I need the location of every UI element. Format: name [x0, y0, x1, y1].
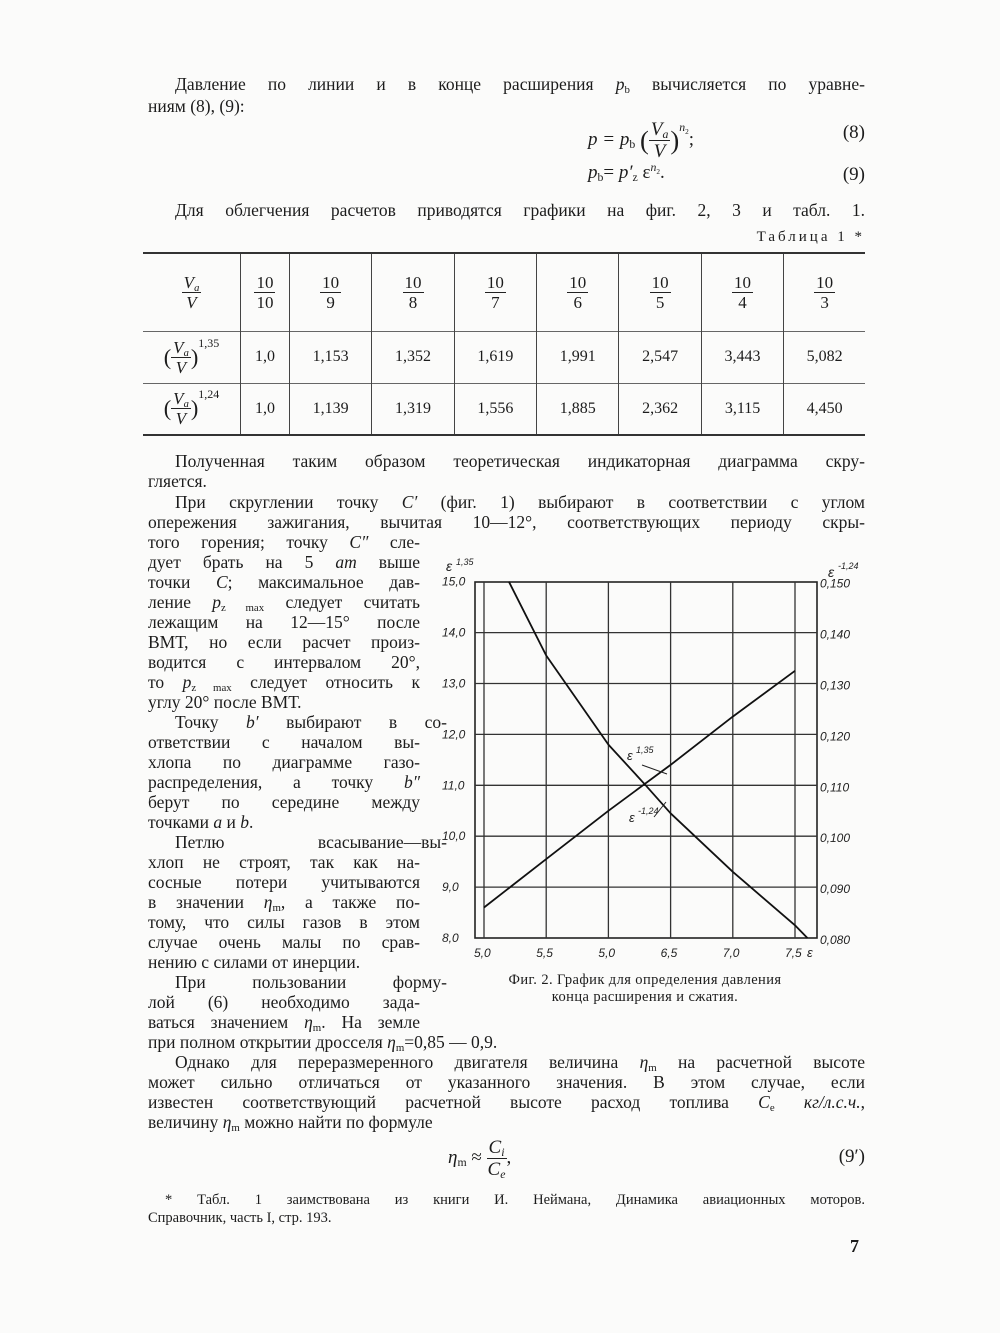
- text-line: [148, 471, 865, 491]
- left-tick-label: 14,0: [442, 625, 466, 640]
- text-segment: Петлю всасывание—вы-: [175, 832, 447, 852]
- text-segment: точки: [148, 572, 216, 592]
- x-axis-label: ε: [807, 945, 813, 960]
- numerator: [732, 274, 753, 293]
- math-symbol: am: [335, 552, 357, 572]
- text-segment: При пользовании форму-: [175, 972, 447, 992]
- math-symbol: C″: [349, 532, 369, 552]
- series-line-1: [509, 582, 808, 938]
- x-tick-label: 7,0: [722, 946, 740, 960]
- numerator-symbol: V: [173, 337, 184, 357]
- right-tick-label: 0,140: [820, 627, 851, 642]
- numerator: [650, 274, 671, 293]
- text-line: [148, 652, 420, 672]
- text-line: [148, 772, 420, 792]
- math-symbol: η: [222, 1112, 232, 1132]
- text-line: [148, 792, 420, 812]
- figure-2-chart: [420, 555, 860, 965]
- left-tick-label: 15,0: [442, 574, 466, 589]
- eq-sub: m: [457, 1155, 467, 1169]
- table-cell: 5,082: [784, 331, 865, 383]
- math-subscript: m: [231, 1122, 240, 1134]
- numerator-value: 10: [256, 272, 274, 292]
- denominator-sub: e: [500, 1168, 506, 1181]
- numerator-value: 10: [816, 272, 834, 292]
- equation-number: (9): [842, 164, 865, 185]
- text-line: [148, 1191, 865, 1209]
- denominator: [403, 293, 424, 311]
- denominator: [650, 293, 671, 311]
- fraction: [254, 274, 275, 311]
- equation-9: [148, 160, 865, 192]
- table-cell: 1,319: [372, 383, 454, 435]
- numerator: V: [650, 119, 663, 140]
- eq-lhs: η: [448, 1146, 458, 1168]
- text-segment: нению с силами от инерции.: [148, 952, 361, 972]
- table-row: [143, 331, 865, 383]
- math-subscript: z max: [221, 602, 265, 614]
- footnote: [148, 1191, 865, 1227]
- text-segment: при полном открытии дросселя: [148, 1032, 388, 1052]
- text-segment: берут по середине между: [148, 792, 420, 812]
- fraction: [182, 274, 202, 311]
- text-segment: известен соответствующий расчетной высоте расход топлива: [148, 1092, 759, 1112]
- text-segment: =0,85 — 0,9.: [404, 1032, 498, 1052]
- table-cell: 2,547: [619, 331, 701, 383]
- text-segment: того горения; точку: [148, 532, 350, 552]
- eq-sub: b: [597, 171, 604, 184]
- figure-caption-line-1: Фиг. 2. График для определения давления: [508, 972, 782, 988]
- text-line: [148, 73, 865, 95]
- right-tick-label: 0,110: [820, 780, 850, 795]
- denominator-value: 4: [738, 292, 747, 312]
- series-label-eps124: ε: [629, 810, 635, 825]
- text-segment: (фиг. 1) выбирают в соответствии с углом: [417, 492, 865, 512]
- header-cell: [619, 253, 701, 331]
- text-segment: , а также по-: [280, 892, 420, 912]
- fraction: [487, 1138, 507, 1179]
- header-cell: [784, 253, 865, 331]
- table-cell: 3,115: [701, 383, 783, 435]
- row-label: [143, 383, 241, 435]
- table-1: [143, 252, 865, 436]
- table-cell: 4,450: [784, 383, 865, 435]
- fraction: [403, 274, 424, 311]
- eq-epsilon: ε: [637, 162, 651, 183]
- text-line: [148, 451, 865, 471]
- header-cell: [701, 253, 783, 331]
- numerator-value: 10: [734, 272, 752, 292]
- math-symbol: кг/л.с.ч.: [803, 1092, 861, 1112]
- header-cell: [241, 253, 290, 331]
- right-tick-label: 0,080: [820, 933, 851, 947]
- left-tick-label: 12,0: [442, 727, 466, 742]
- fraction: [485, 274, 506, 311]
- left-tick-label: 9,0: [442, 880, 459, 895]
- text-segment: [775, 1092, 804, 1112]
- eq-end: ,: [506, 1146, 512, 1168]
- math-symbol: b′: [245, 712, 259, 732]
- math-symbol: η: [639, 1052, 649, 1072]
- text-line: [148, 632, 420, 652]
- text-segment: ниям (8), (9):: [148, 96, 245, 116]
- table-header-row: [143, 253, 865, 331]
- denominator: V: [653, 141, 666, 162]
- text-segment: может сильно отличаться от указанного значения. В этом случае, если: [148, 1072, 865, 1092]
- text-line: [148, 972, 447, 992]
- text-segment: углу 20° после ВМТ.: [148, 692, 302, 712]
- text-line: [148, 512, 865, 532]
- text-line: [148, 1032, 865, 1052]
- text-segment: Справочник, часть I, стр. 193.: [148, 1210, 332, 1226]
- text-segment: Однако для переразмеренного двигателя величина: [175, 1052, 640, 1072]
- power-expression: [163, 387, 220, 429]
- intro-paragraph: [148, 73, 865, 117]
- denominator: [567, 293, 588, 311]
- math-subscript: m: [395, 1042, 405, 1054]
- text-segment: следует считать: [264, 592, 420, 612]
- text-segment: лежащим на 12—15° после: [148, 612, 420, 632]
- right-tick-label: 0,100: [820, 831, 851, 846]
- text-segment: Давление по линии и в конце расширения: [175, 74, 616, 94]
- left-tick-label: 8,0: [442, 931, 459, 945]
- text-segment: то: [148, 672, 183, 692]
- math-subscript: m: [312, 1022, 322, 1034]
- numerator: C: [488, 1137, 502, 1158]
- sub-text: a: [194, 282, 200, 294]
- text-segment: ответствии с началом вы-: [148, 732, 420, 752]
- text-segment: на расчетной высоте: [656, 1052, 865, 1072]
- table-cell: 1,153: [289, 331, 371, 383]
- right-axis-label: ε: [828, 564, 835, 580]
- numerator-value: 10: [322, 272, 340, 292]
- denominator-value: 7: [491, 292, 500, 312]
- left-axis-label: ε: [446, 558, 453, 574]
- plot-frame: [475, 582, 817, 938]
- text-line: [148, 1072, 865, 1092]
- eq-lhs: p: [588, 162, 598, 183]
- fraction: [649, 120, 671, 161]
- text-line: [148, 852, 420, 872]
- x-tick-label: 5,0: [474, 946, 491, 960]
- header-cell: [143, 253, 241, 331]
- eq-exp-sub: 2: [685, 126, 689, 136]
- numerator-symbol: V: [183, 272, 195, 292]
- exponent: 1,24: [198, 387, 220, 402]
- text-line: [148, 732, 420, 752]
- x-tick-label: 6,5: [660, 946, 678, 960]
- numerator-sub: i: [501, 1146, 505, 1159]
- text-segment: сле-: [368, 532, 420, 552]
- table-row: [143, 383, 865, 435]
- text-segment: вычисляется по уравне-: [629, 74, 865, 94]
- eq-approx: ≈: [466, 1146, 487, 1168]
- series-line-0: [484, 671, 795, 908]
- text-line: [148, 592, 420, 612]
- math-symbol: C: [215, 572, 228, 592]
- text-line: [148, 1052, 865, 1072]
- text-line: [148, 752, 420, 772]
- eq-exp-sub: 2: [656, 167, 661, 176]
- paren-open: (: [163, 395, 172, 421]
- text-line: [148, 95, 865, 117]
- text-segment: в значении: [148, 892, 264, 912]
- text-segment: тому, что силы газов в этом: [148, 912, 420, 932]
- eq-var: p′: [618, 162, 633, 183]
- text-line: [148, 612, 420, 632]
- text-line: [148, 1092, 865, 1112]
- math-symbol: p: [182, 672, 192, 692]
- text-line: [148, 912, 420, 932]
- text-segment: выше: [356, 552, 421, 572]
- text-line: [148, 1209, 865, 1227]
- series-label-eps124-exp: -1,24: [638, 806, 659, 816]
- denominator-value: 10: [256, 292, 274, 312]
- denominator: [182, 293, 202, 311]
- table-cell: 1,556: [454, 383, 536, 435]
- fraction: [171, 339, 191, 376]
- math-symbol: C′: [401, 492, 418, 512]
- table-cell: 1,619: [454, 331, 536, 383]
- fraction: [814, 274, 835, 311]
- sub-text: a: [183, 399, 189, 411]
- table-cell: 1,0: [241, 331, 290, 383]
- power-expression: [163, 335, 220, 377]
- text-segment: сосные потери учитываются: [148, 872, 420, 892]
- text-line: [148, 692, 420, 712]
- math-subscript: m: [648, 1062, 657, 1074]
- diagram-paragraph: [148, 451, 865, 491]
- denominator-value: V: [175, 409, 187, 429]
- text-segment: следует относить к: [231, 672, 420, 692]
- text-segment: хлопа по диаграмме газо-: [148, 752, 420, 772]
- math-subscript: m: [272, 902, 281, 914]
- page-number: 7: [850, 1236, 859, 1256]
- text-segment: величину: [148, 1112, 223, 1132]
- x-tick-label: 7,5: [785, 946, 802, 960]
- fraction: [320, 274, 341, 311]
- header-cell: [372, 253, 454, 331]
- math-symbol: p: [212, 592, 222, 612]
- text-segment: . На земле: [321, 1012, 420, 1032]
- table-cell: 1,139: [289, 383, 371, 435]
- eq-sub: z: [632, 171, 638, 184]
- sub-text: a: [183, 347, 189, 359]
- row-label: [143, 331, 241, 383]
- text-line: [148, 672, 420, 692]
- text-line: [148, 492, 865, 512]
- denominator-value: V: [175, 357, 187, 377]
- text-line: [148, 1012, 420, 1032]
- text-line: [148, 200, 865, 220]
- text-line: [148, 832, 447, 852]
- text-segment: Для облегчения расчетов приводятся графики на фиг. 2, 3 и табл. 1.: [175, 200, 865, 220]
- text-segment: точками: [148, 812, 214, 832]
- text-line: [148, 572, 420, 592]
- table-cell: 3,443: [701, 331, 783, 383]
- text-line: [148, 932, 420, 952]
- fraction: [567, 274, 588, 311]
- numerator: [485, 274, 506, 293]
- math-symbol: a: [213, 812, 223, 832]
- text-segment: Полученная таким образом теоретическая индикаторная диаграмма скру-: [175, 451, 865, 471]
- numerator: [171, 390, 191, 409]
- left-tick-label: 13,0: [442, 676, 466, 691]
- math-subscript: z max: [191, 682, 232, 694]
- denominator: [171, 358, 191, 376]
- text-segment: ваться значением: [148, 1012, 305, 1032]
- numerator-sub: a: [662, 128, 669, 141]
- fraction: [732, 274, 753, 311]
- text-segment: ВМТ, но если расчет произ-: [148, 632, 420, 652]
- table-caption: Таблица 1 *: [756, 229, 865, 245]
- right-axis-label-exp: -1,24: [838, 561, 859, 571]
- numerator: [567, 274, 588, 293]
- denominator-value: V: [186, 292, 197, 312]
- denominator: [732, 293, 753, 311]
- left-axis-label-exp: 1,35: [456, 557, 474, 567]
- fraction: [650, 274, 671, 311]
- table-cell: 1,991: [537, 331, 619, 383]
- denominator-value: 6: [573, 292, 583, 312]
- text-line: [148, 992, 420, 1012]
- numerator: [403, 274, 424, 293]
- x-tick-label: 5,0: [598, 946, 616, 960]
- math-symbol: b″: [403, 772, 420, 792]
- text-segment: опережения зажигания, вычитая 10—12°, соответствующих периоду скры-: [148, 512, 865, 532]
- numerator: [171, 339, 191, 358]
- right-tick-label: 0,150: [820, 576, 851, 591]
- denominator-value: 5: [655, 292, 665, 312]
- numerator: [182, 274, 202, 293]
- equation-9-prime: [148, 1137, 865, 1181]
- equation-8: $p = p_b$ ( $\frac{V_a}{V}$ )$^{n_2}$; (8): [588, 119, 865, 162]
- denominator-value: 8: [408, 292, 418, 312]
- right-tick-label: 0,090: [820, 882, 851, 897]
- numerator-value: 10: [651, 272, 669, 292]
- left-tick-label: 11,0: [442, 778, 465, 793]
- exponent: 1,35: [198, 335, 220, 350]
- equation-number: (8): [842, 122, 865, 143]
- x-tick-label: 5,5: [536, 946, 553, 960]
- fraction: [171, 390, 191, 427]
- text-line: [148, 812, 420, 832]
- math-symbol: η: [387, 1032, 396, 1052]
- equation-number: (9′): [838, 1146, 865, 1167]
- text-line: [148, 712, 447, 732]
- eq-var: p: [619, 128, 630, 150]
- text-segment: случае очень малы по срав-: [148, 932, 420, 952]
- math-symbol: p: [615, 74, 625, 94]
- text-segment: гляется.: [148, 471, 207, 491]
- text-line: [148, 952, 420, 972]
- eq-end: ;: [688, 128, 695, 150]
- denominator: C: [487, 1159, 501, 1180]
- denominator: [320, 293, 341, 311]
- math-symbol: C: [758, 1092, 770, 1112]
- numerator-value: 10: [404, 272, 422, 292]
- math-symbol: b: [240, 812, 249, 832]
- text-line: [148, 1112, 865, 1132]
- eq-lhs: p =: [588, 128, 620, 150]
- eq-sign: =: [603, 162, 619, 183]
- text-segment: можно найти по формуле: [239, 1112, 433, 1132]
- numerator: [320, 274, 341, 293]
- text-line: [148, 552, 420, 572]
- paren-open: (: [163, 344, 172, 369]
- series-label-eps135: ε: [627, 748, 633, 763]
- denominator: [171, 409, 191, 427]
- math-symbol: η: [304, 1012, 313, 1032]
- header-cell: [289, 253, 371, 331]
- eq-exp: n: [679, 120, 686, 134]
- denominator-value: 3: [820, 292, 829, 312]
- eq-end: .: [660, 162, 665, 183]
- text-line: [148, 532, 420, 552]
- table-cell: 1,352: [372, 331, 454, 383]
- right-tick-label: 0,130: [820, 678, 851, 693]
- header-cell: [537, 253, 619, 331]
- figure-caption-line-2: конца расширения и сжатия.: [551, 989, 739, 1005]
- denominator: [814, 293, 835, 311]
- denominator: [254, 293, 275, 311]
- math-subscript: b: [624, 84, 630, 96]
- series-label-eps135-exp: 1,35: [636, 745, 654, 755]
- paren-close: ): [190, 395, 199, 421]
- denominator-value: 9: [326, 292, 335, 312]
- eq-sub: b: [629, 137, 636, 151]
- header-cell: [454, 253, 536, 331]
- text-segment: .: [248, 812, 254, 832]
- paren-close: ): [190, 344, 199, 369]
- text-segment: ; максимальное дав-: [227, 572, 420, 592]
- text-segment: лой (6) необходимо зада-: [148, 992, 420, 1012]
- text-segment: дует брать на 5: [148, 552, 336, 572]
- text-line: [148, 872, 420, 892]
- eq-exp: n: [650, 161, 657, 174]
- text-segment: распределения, а точку: [148, 772, 404, 792]
- text-segment: ление: [148, 592, 213, 612]
- table-cell: 1,0: [241, 383, 290, 435]
- numerator-value: 10: [486, 272, 504, 292]
- text-segment: выбирают в со-: [258, 712, 447, 732]
- text-segment: и: [222, 812, 241, 832]
- numerator: [254, 274, 275, 293]
- table-cell: 1,885: [537, 383, 619, 435]
- text-segment: При скруглении точку: [175, 492, 402, 512]
- left-tick-label: 10,0: [442, 829, 466, 844]
- text-segment: * Табл. 1 заимствована из книги И. Неймана, Динамика авиационных моторов.: [165, 1192, 865, 1208]
- text-line: [148, 892, 420, 912]
- text-segment: хлоп не строят, так как на-: [148, 852, 420, 872]
- table-cell: 2,362: [619, 383, 701, 435]
- text-segment: Точку: [175, 712, 246, 732]
- math-subscript: e: [769, 1102, 775, 1114]
- graphs-note-paragraph: [148, 200, 865, 220]
- text-segment: ,: [860, 1092, 866, 1112]
- numerator-value: 10: [569, 272, 587, 292]
- numerator-symbol: V: [173, 389, 184, 409]
- math-symbol: η: [263, 892, 273, 912]
- denominator: [485, 293, 506, 311]
- numerator: [814, 274, 835, 293]
- text-segment: водится с интервалом 20°,: [148, 652, 420, 672]
- right-tick-label: 0,120: [820, 729, 851, 744]
